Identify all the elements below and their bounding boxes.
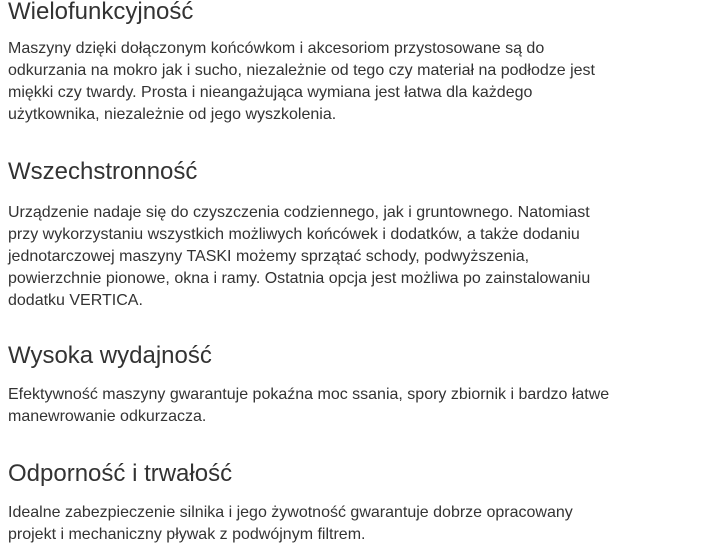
- section-wszechstronnosc: [8, 158, 698, 312]
- paragraph-line: miękki czy twardy. Prosta i nieangażująca wymiana jest łatwa dla każdego: [8, 84, 533, 101]
- paragraph-line: Idealne zabezpieczenie silnika i jego żywotność gwarantuje dobrze opracowany: [8, 504, 573, 521]
- paragraph-line: manewrowanie odkurzacza.: [8, 408, 207, 425]
- paragraph-line: projekt i mechaniczny pływak z podwójnym filtrem.: [8, 526, 366, 543]
- paragraph-line: Efektywność maszyny gwarantuje pokaźna moc ssania, spory zbiornik i bardzo łatwe: [8, 386, 610, 403]
- paragraph-line: dodatku VERTICA.: [8, 292, 143, 309]
- section-wielofunkcyjnosc: [8, 0, 698, 126]
- paragraph-line: powierzchnie pionowe, okna i ramy. Ostatnia opcja jest możliwa po zainstalowaniu: [8, 270, 591, 287]
- section-paragraph: [8, 502, 698, 546]
- paragraph-line: jednotarczowej maszyny TASKI możemy sprzątać schody, podwyższenia,: [8, 248, 530, 265]
- paragraph-line: Urządzenie nadaje się do czyszczenia codziennego, jak i gruntownego. Natomiast: [8, 204, 590, 221]
- section-paragraph: [8, 202, 698, 312]
- paragraph-line: użytkownika, niezależnie od jego wyszkolenia.: [8, 106, 337, 123]
- section-wysoka-wydajnosc: [8, 342, 698, 428]
- paragraph-line: Maszyny dzięki dołączonym końcówkom i akcesoriom przystosowane są do: [8, 40, 545, 57]
- section-paragraph: [8, 38, 698, 126]
- paragraph-line: odkurzania na mokro jak i sucho, niezależnie od tego czy materiał na podłodze jest: [8, 62, 595, 79]
- section-heading: Wszechstronność: [8, 158, 198, 185]
- section-heading: Wielofunkcyjność: [8, 0, 194, 25]
- section-heading: Odporność i trwałość: [8, 460, 233, 487]
- paragraph-line: przy wykorzystaniu wszystkich możliwych końcówek i dodatków, a także dodaniu: [8, 226, 580, 243]
- section-heading: Wysoka wydajność: [8, 342, 212, 369]
- section-odpornosc-i-trwalosc: [8, 460, 698, 546]
- section-paragraph: [8, 384, 698, 428]
